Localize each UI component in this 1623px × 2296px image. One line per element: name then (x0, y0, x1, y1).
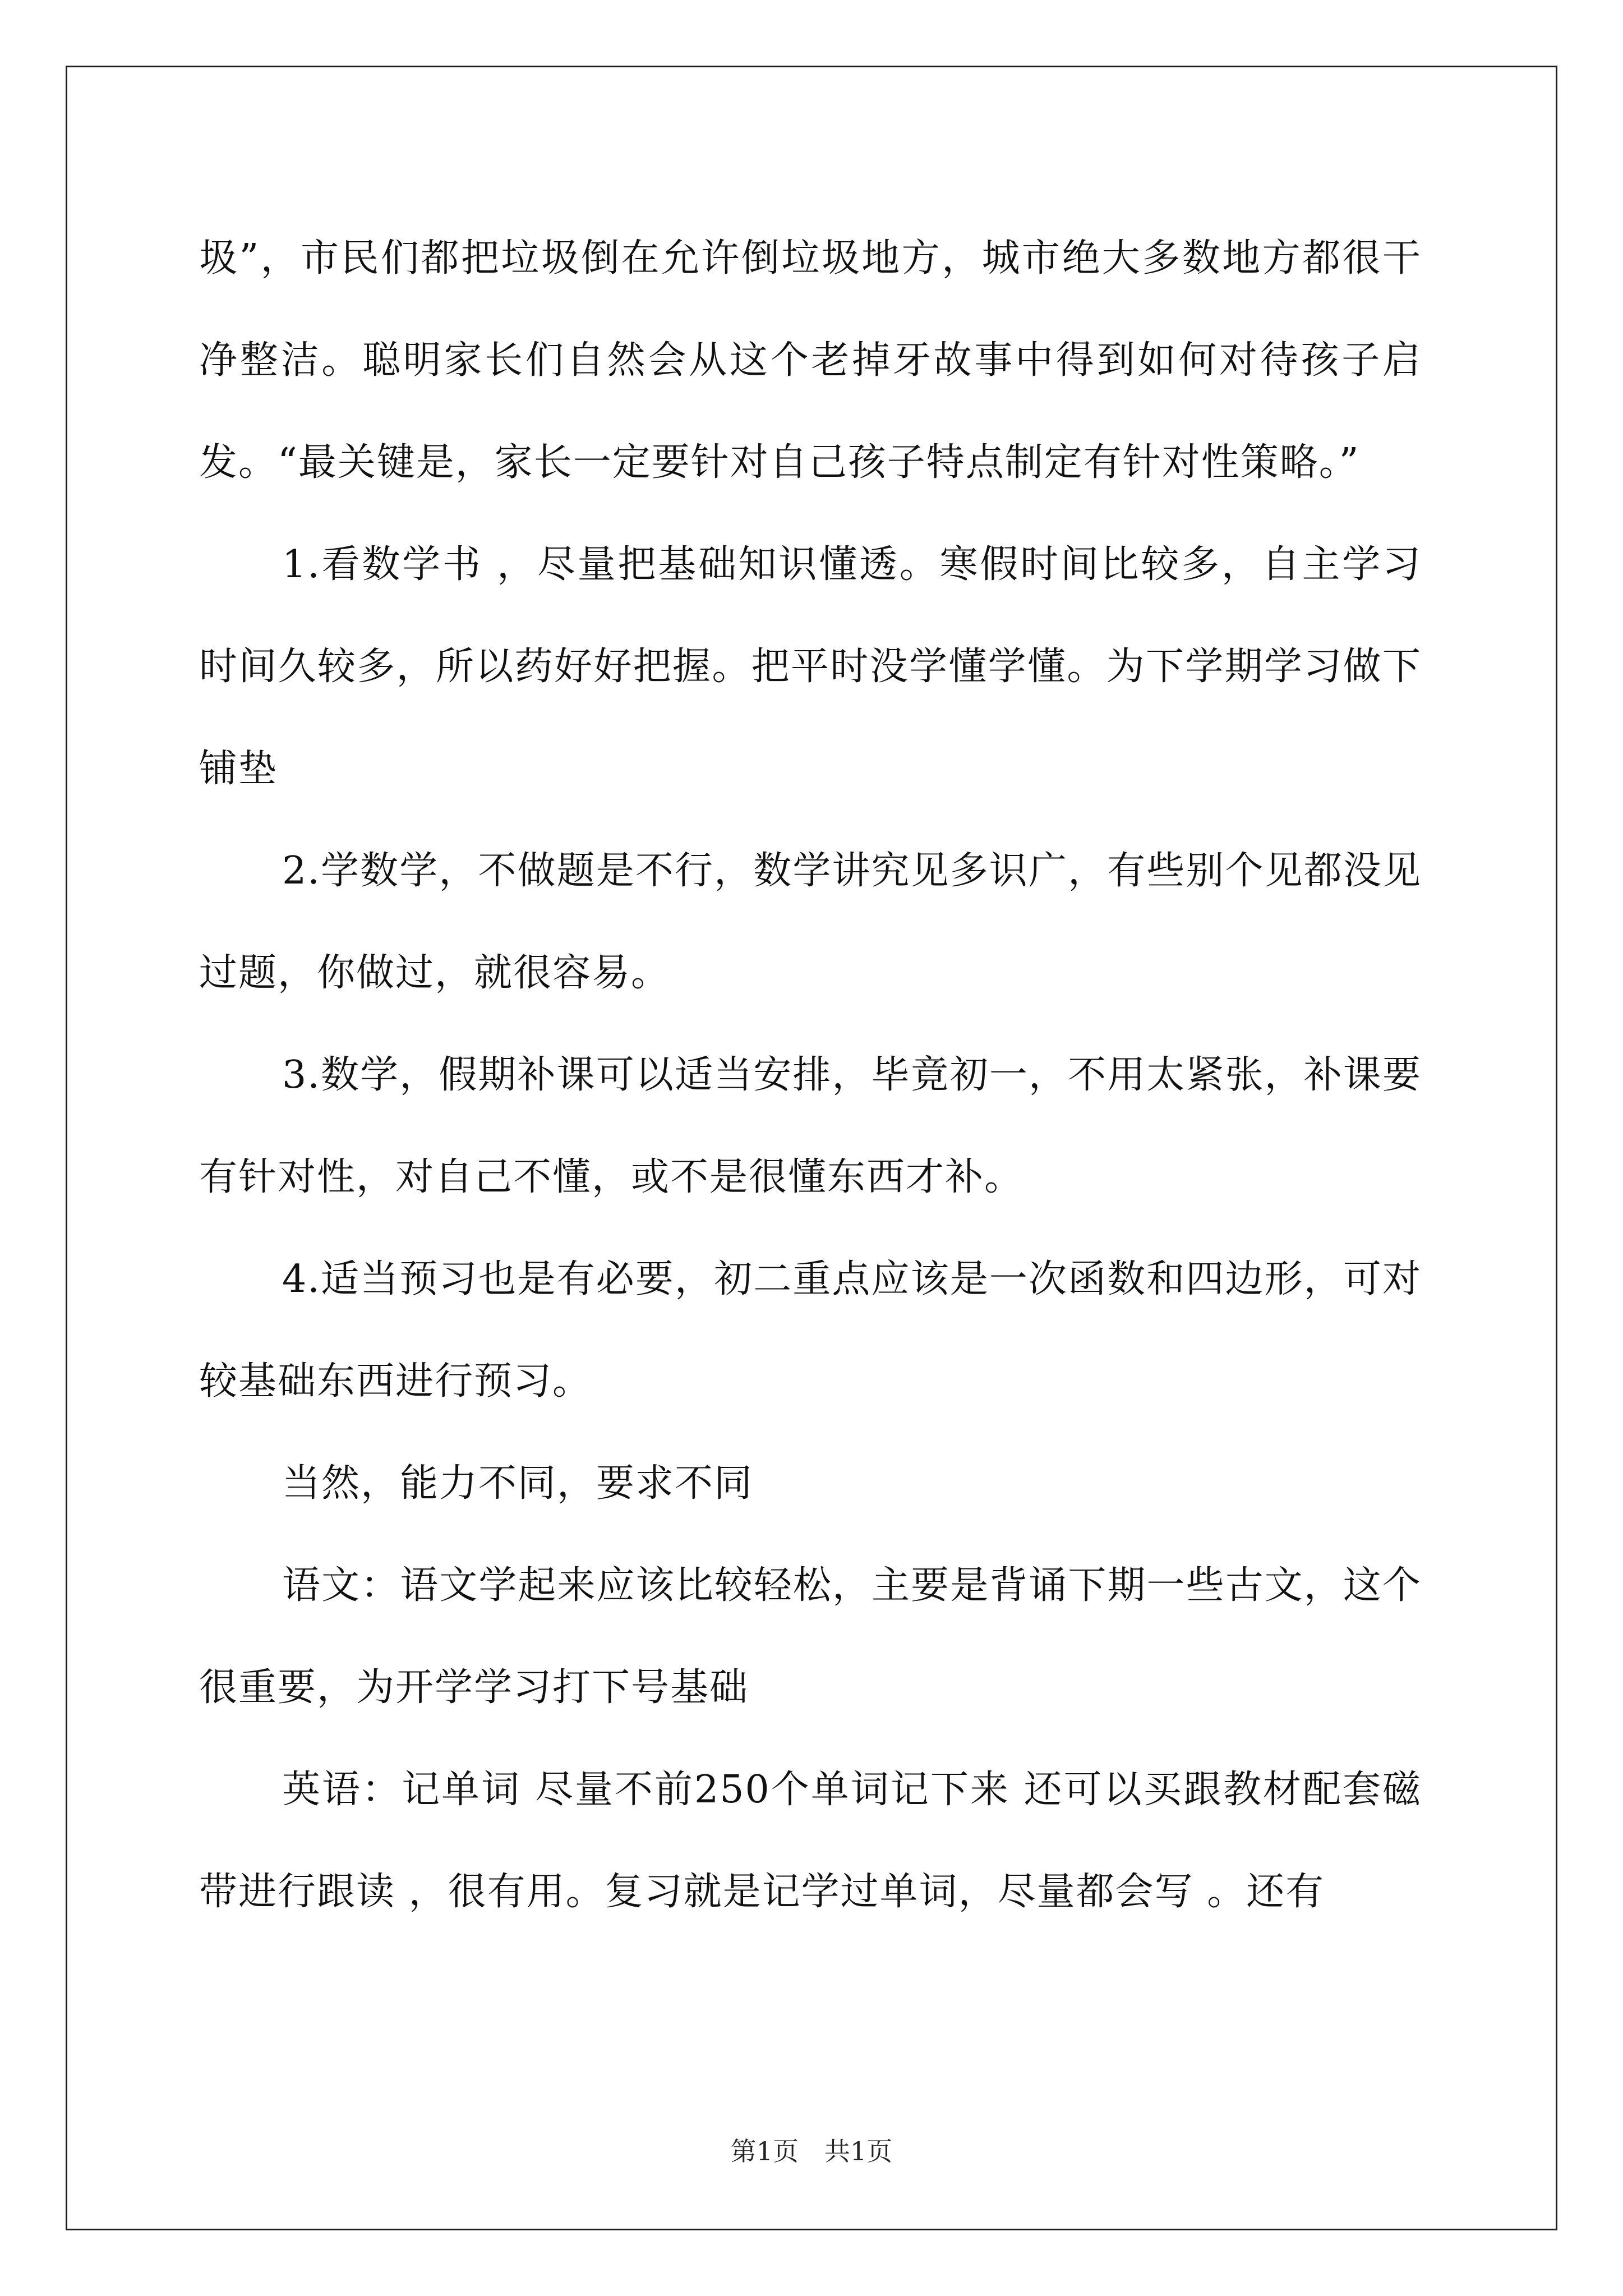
paragraph-8: 英语：记单词 尽量不前250个单词记下来 还可以买跟教材配套磁带进行跟读 ，很有用。复习就是记学过单词，尽量都会写 。还有 (199, 1768, 1422, 1914)
paragraph-2: 1.看数学书 ，尽量把基础知识懂透。寒假时间比较多，自主学习时间久较多，所以药好好把握。把平时没学懂学懂。为下学期学习做下铺垫 (199, 542, 1422, 791)
document-body (199, 208, 1422, 1943)
paragraph-1: 圾”，市民们都把垃圾倒在允许倒垃圾地方，城市绝大多数地方都很干净整洁。聪明家长们自然会从这个老掉牙故事中得到如何对待孩子启发。“最关键是，家长一定要针对自己孩子特点制定有针对性策略。” (199, 236, 1422, 485)
paragraph-5: 4.适当预习也是有必要，初二重点应该是一次函数和四边形，可对较基础东西进行预习。 (199, 1257, 1422, 1404)
paragraph-6: 当然，能力不同，要求不同 (282, 1461, 754, 1506)
paragraph-4: 3.数学，假期补课可以适当安排，毕竟初一，不用太紧张，补课要有针对性，对自己不懂，或不是很懂东西才补。 (199, 1053, 1422, 1199)
paragraph-3: 2.学数学，不做题是不行，数学讲究见多识广，有些别个见都没见过题，你做过，就很容易。 (199, 849, 1422, 995)
page-number-footer: 第1页 共1页 (730, 2136, 893, 2166)
paragraph-7: 语文：语文学起来应该比较轻松，主要是背诵下期一些古文，这个很重要，为开学学习打下号基础 (199, 1563, 1422, 1710)
